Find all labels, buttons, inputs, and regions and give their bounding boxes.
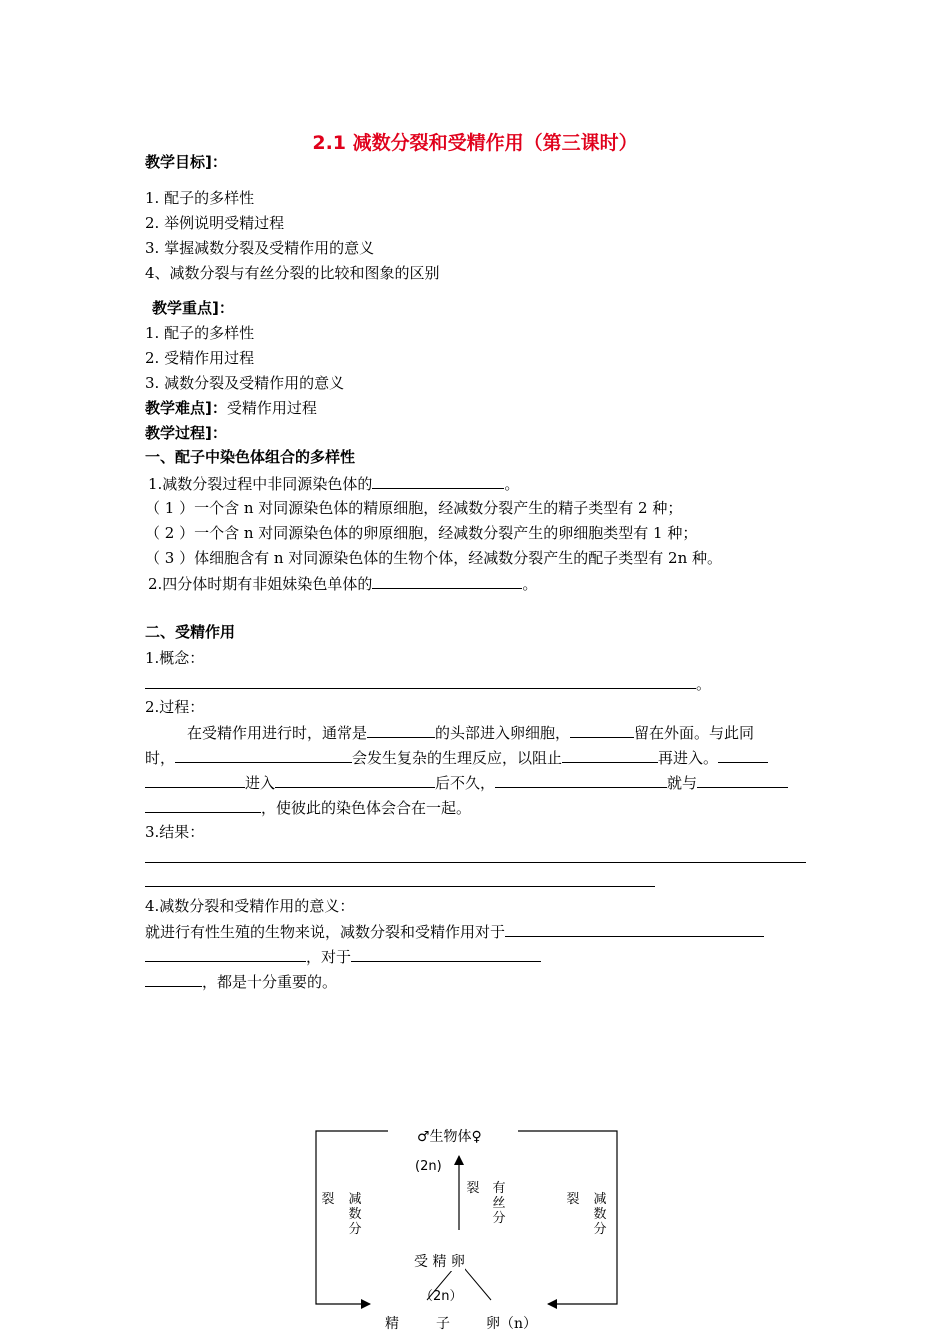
right-label-split: 裂 [566, 1192, 580, 1207]
line2-text: 2.四分体时期有非姐妹染色单体的 [148, 575, 373, 593]
section1-heading: 一、配子中染色体组合的多样性 [145, 448, 356, 466]
organism-label: ♂生物体♀ [417, 1129, 482, 1145]
process-label: 2.过程： [145, 698, 205, 716]
objective-item: 1. 配子的多样性 [145, 189, 255, 207]
right-label-meiosis: 减数分 [593, 1192, 607, 1237]
process-heading: 教学过程]： [145, 424, 227, 442]
difficulty-text: 受精作用过程 [226, 399, 317, 417]
concept-end: 。 [696, 675, 712, 693]
line2-end: 。 [522, 575, 538, 593]
section2-heading: 二、受精作用 [145, 623, 236, 641]
p-j: ，使彼此的染色体会合在一起。 [261, 799, 472, 817]
p-h: 后不久， [435, 774, 496, 792]
center-label-split: 裂 [466, 1181, 480, 1196]
difficulty-heading: 教学难点]： [145, 399, 227, 417]
p-g: 进入 [245, 774, 276, 792]
p-b: 的头部进入卵细胞， [435, 724, 571, 742]
concept-label: 1.概念： [145, 649, 205, 667]
objective-item: 2. 举例说明受精过程 [145, 214, 285, 232]
p-f: 再进入。 [658, 749, 719, 767]
section1-item1: （ 1 ）一个含 n 对同源染色体的精原细胞，经减数分裂产生的精子类型有 2 种； [145, 499, 683, 517]
section1-item2: （ 2 ）一个含 n 对同源染色体的卵原细胞，经减数分裂产生的卵细胞类型有 1 种； [145, 524, 698, 542]
m-c: ，都是十分重要的。 [202, 973, 338, 991]
meaning-label: 4.减数分裂和受精作用的意义： [145, 897, 355, 915]
key-point-item: 1. 配子的多样性 [145, 324, 255, 342]
objective-item: 4、减数分裂与有丝分裂的比较和图象的区别 [145, 264, 440, 282]
egg-label: 卵（n） [486, 1316, 538, 1332]
key-point-item: 2. 受精作用过程 [145, 349, 255, 367]
center-label-mitosis: 有丝分 [492, 1181, 506, 1226]
left-label-split: 裂 [321, 1192, 335, 1207]
sperm-label: 精 [385, 1316, 399, 1332]
m-a: 就进行有性生殖的生物来说，减数分裂和受精作用对于 [145, 923, 506, 941]
key-point-item: 3. 减数分裂及受精作用的意义 [145, 374, 345, 392]
p-c: 留在外面。与此同 [634, 724, 755, 742]
objective-item: 3. 掌握减数分裂及受精作用的意义 [145, 239, 375, 257]
p-e: 会发生复杂的生理反应，以阻止 [352, 749, 563, 767]
m-b: ，对于 [306, 948, 352, 966]
zygote-ploidy: （2n） [420, 1289, 463, 1304]
p-a: 在受精作用进行时，通常是 [187, 724, 368, 742]
organism-ploidy: (2n) [415, 1159, 442, 1174]
zygote-label: 受 精 卵 [414, 1251, 465, 1271]
key-points-heading: 教学重点]： [152, 299, 234, 317]
result-label: 3.结果： [145, 823, 205, 841]
line1-text: 1.减数分裂过程中非同源染色体的 [148, 475, 373, 493]
p-i: 就与 [667, 774, 698, 792]
line1-end: 。 [504, 475, 520, 493]
p-d: 时， [145, 749, 176, 767]
objectives-heading: 教学目标]： [145, 153, 227, 171]
section1-item3: （ 3 ）体细胞含有 n 对同源染色体的生物个体，经减数分裂产生的配子类型有 2n 种。 [145, 549, 723, 567]
page-title: 2.1 减数分裂和受精作用（第三课时） [312, 132, 638, 154]
child-label: 子 [436, 1316, 450, 1332]
left-label-meiosis: 减数分 [348, 1192, 362, 1237]
